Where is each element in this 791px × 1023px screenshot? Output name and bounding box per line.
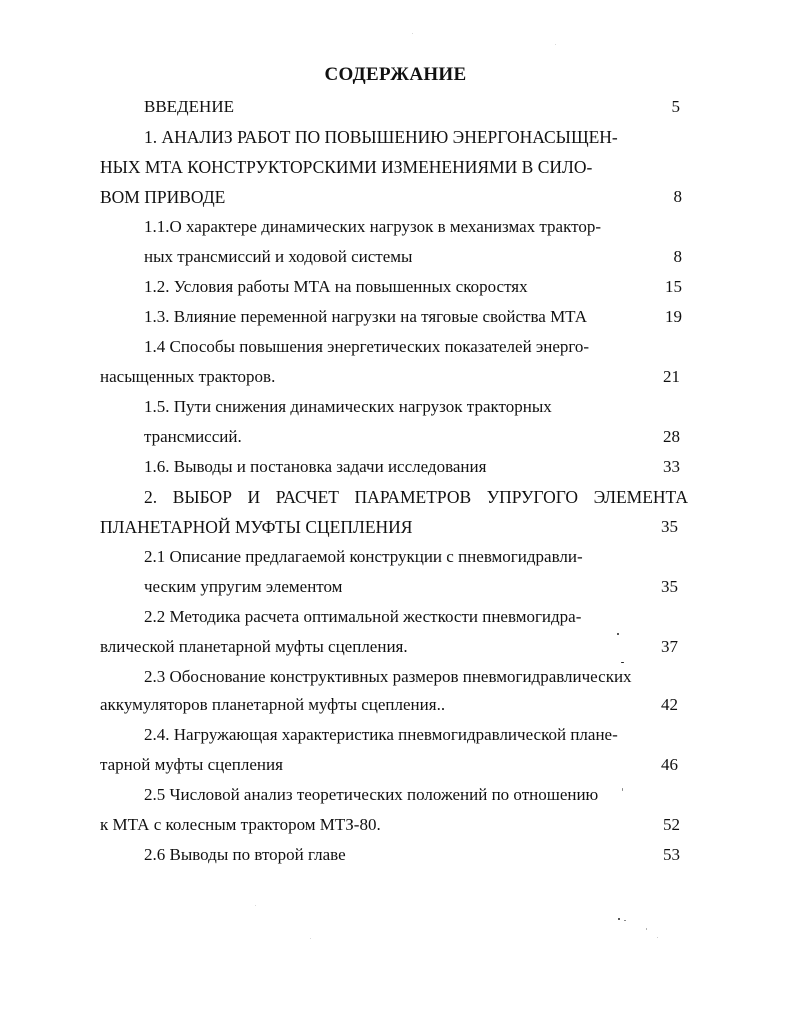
toc-entry-text: тарной муфты сцепления	[100, 755, 283, 774]
toc-entry-page: 52	[663, 815, 680, 834]
toc-entry-text: насыщенных тракторов.	[100, 367, 276, 386]
scan-speck	[621, 662, 624, 663]
toc-entry-page: 28	[663, 427, 680, 446]
toc-entry-text: 2.1 Описание предлагаемой конструкции с пневмогидравли-	[144, 547, 583, 566]
toc-entry-page: 8	[673, 247, 682, 266]
toc-entry-page: 53	[663, 845, 680, 864]
toc-entry-page: 8	[673, 187, 682, 206]
toc-entry-text: 1. АНАЛИЗ РАБОТ ПО ПОВЫШЕНИЮ ЭНЕРГОНАСЫЩЕН-	[144, 127, 618, 147]
toc-entry-text: 2.4. Нагружающая характеристика пневмогидравлической плане-	[144, 725, 618, 744]
toc-entry-page: 35	[661, 577, 678, 596]
scan-speck	[412, 33, 413, 34]
scan-speck	[646, 928, 647, 930]
toc-entry-page: 33	[663, 457, 680, 476]
scan-speck	[555, 44, 556, 45]
toc-entry-text: к МТА с колесным трактором МТЗ-80.	[100, 815, 381, 834]
toc-entry-text: 2.5 Числовой анализ теоретических положений по отношению	[144, 785, 599, 804]
toc-entry-text: 2.2 Методика расчета оптимальной жесткости пневмогидра-	[144, 607, 582, 626]
toc-entry-text: 1.6. Выводы и постановка задачи исследования	[144, 457, 487, 476]
toc-entry-text: ных трансмиссий и ходовой системы	[144, 247, 413, 266]
toc-entry-page: 15	[665, 277, 682, 296]
scan-speck	[617, 633, 619, 635]
scan-speck	[310, 938, 311, 939]
toc-entry-text: 1.2. Условия работы МТА на повышенных скоростях	[144, 277, 528, 296]
toc-entry-text: 2.3 Обоснование конструктивных размеров пневмогидравлических	[144, 667, 632, 686]
scan-speck	[618, 918, 620, 920]
toc-entry-text: 1.3. Влияние переменной нагрузки на тяговые свойства МТА	[144, 307, 587, 326]
scan-speck	[622, 788, 623, 791]
toc-entry-page: 42	[661, 695, 678, 714]
toc-entry-page: 46	[661, 755, 678, 774]
toc-entry-text: ВВЕДЕНИЕ	[144, 97, 234, 116]
toc-entry-page: 37	[661, 637, 678, 656]
toc-entry-text: влической планетарной муфты сцепления.	[100, 637, 408, 656]
scan-speck	[657, 937, 658, 938]
toc-entry-text: ВОМ ПРИВОДЕ	[100, 187, 226, 207]
toc-entry-text: 1.5. Пути снижения динамических нагрузок тракторных	[144, 397, 552, 416]
toc-entry-text: 1.1.О характере динамических нагрузок в механизмах трактор-	[144, 217, 601, 236]
toc-entry-text: ческим упругим элементом	[144, 577, 343, 596]
toc-entry-page: 19	[665, 307, 682, 326]
toc-entry-text: 1.4 Способы повышения энергетических показателей энерго-	[144, 337, 590, 356]
scan-speck	[255, 905, 256, 906]
toc-entry-text: НЫХ МТА КОНСТРУКТОРСКИМИ ИЗМЕНЕНИЯМИ В СИЛО-	[100, 157, 593, 177]
toc-entry-text: ПЛАНЕТАРНОЙ МУФТЫ СЦЕПЛЕНИЯ	[100, 517, 413, 537]
toc-entry-page: 5	[671, 97, 680, 116]
toc-entry-text: 2.6 Выводы по второй главе	[144, 845, 346, 864]
scan-speck	[624, 920, 626, 921]
toc-entry-text: аккумуляторов планетарной муфты сцепления..	[100, 695, 446, 714]
toc-entry-page: 21	[663, 367, 680, 386]
toc-entry-page: 35	[661, 517, 678, 536]
page-title: СОДЕРЖАНИЕ	[324, 64, 467, 85]
toc-entry-text: 2. ВЫБОР И РАСЧЕТ ПАРАМЕТРОВ УПРУГОГО ЭЛЕМЕНТА	[144, 487, 688, 507]
toc-entry-text: трансмиссий.	[144, 427, 242, 446]
